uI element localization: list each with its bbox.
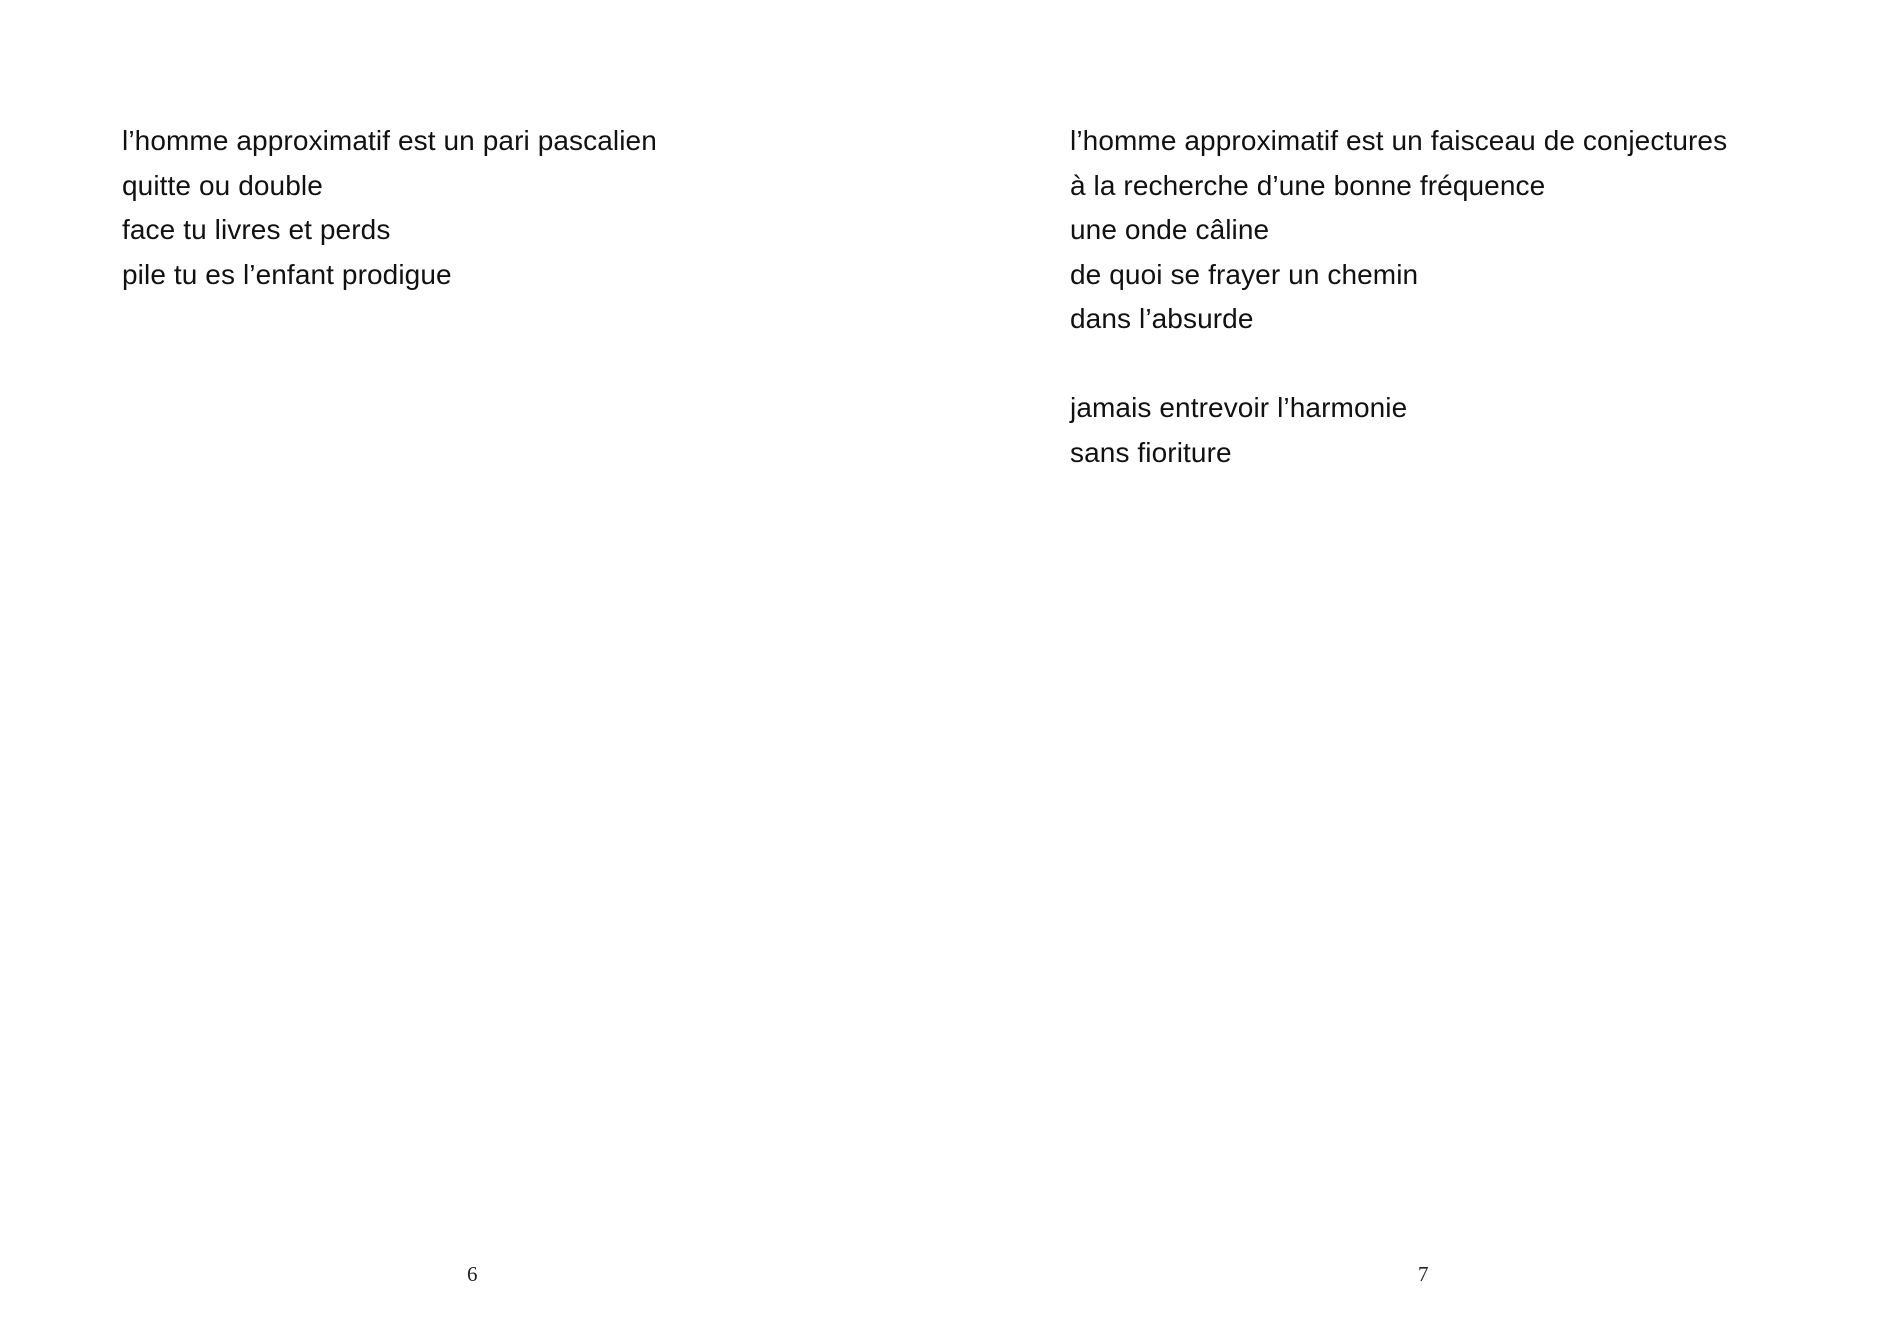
poem-line: de quoi se frayer un chemin	[1070, 258, 1419, 290]
poem-line: l’homme approximatif est un pari pascalien	[122, 125, 657, 156]
poem-line: pile tu es l’enfant prodigue	[122, 258, 452, 290]
poem-line: jamais entrevoir l’harmonie	[1070, 392, 1408, 423]
page-number: 6	[467, 1262, 478, 1286]
poem-line: une onde câline	[1070, 214, 1270, 245]
poem-line: dans l’absurde	[1070, 303, 1254, 334]
poem-text	[1070, 119, 1727, 475]
poem-text	[122, 119, 657, 297]
stanza	[1070, 119, 1727, 342]
poem-line: face tu livres et perds	[122, 214, 391, 245]
right-page	[945, 0, 1890, 1339]
poem-line: sans fioriture	[1070, 436, 1232, 468]
page-number: 7	[1418, 1262, 1429, 1286]
stanza	[1070, 386, 1727, 475]
poem-line: quitte ou double	[122, 169, 323, 201]
poem-line: à la recherche d’une bonne fréquence	[1070, 169, 1546, 201]
poem-line: l’homme approximatif est un faisceau de conjectures	[1070, 125, 1728, 156]
stanza	[122, 119, 657, 297]
